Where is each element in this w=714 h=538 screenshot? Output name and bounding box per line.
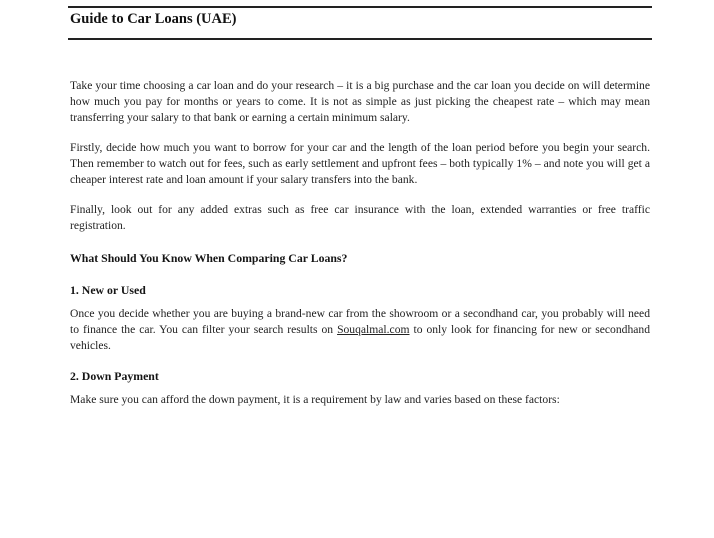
souqalmal-link[interactable]: Souqalmal.com	[337, 323, 410, 336]
document-body	[70, 78, 650, 408]
firstly-paragraph: Firstly, decide how much you want to borrow for your car and the length of the loan period before you begin your search. Then remember to watch out for fees, such as early settlement and upfront fees – both typically 1% – and note you will get a cheaper interest rate and loan amount if your salary transfers into the bank.	[70, 141, 650, 186]
down-payment-paragraph: Make sure you can afford the down payment, it is a requirement by law and varies based on these factors:	[70, 393, 560, 406]
new-or-used-heading: 1. New or Used	[70, 283, 146, 297]
comparing-heading: What Should You Know When Comparing Car Loans?	[70, 251, 348, 265]
document-title: Guide to Car Loans (UAE)	[70, 11, 237, 27]
down-payment-heading: 2. Down Payment	[70, 369, 159, 383]
finally-paragraph: Finally, look out for any added extras such as free car insurance with the loan, extended warranties or free traffic registration.	[70, 203, 650, 232]
new-or-used-paragraph	[70, 306, 650, 354]
title-bottom-rule	[68, 38, 652, 40]
new-or-used-text-start: Once you decide whether you are buying a brand-new car from the showroom or a secondhand car, you probably will need to finance the car. You can filter your search results on	[70, 307, 650, 336]
intro-paragraph: Take your time choosing a car loan and do your research – it is a big purchase and the car loan you decide on will determine how much you pay for months or years to come. It is not as simple as just picking the cheapest rate – which may mean transferring your salary to that bank or earning a certain minimum salary.	[70, 79, 650, 124]
title-top-rule	[68, 6, 652, 8]
new-or-used-text-end: to only look for financing for new or secondhand vehicles.	[70, 323, 650, 352]
